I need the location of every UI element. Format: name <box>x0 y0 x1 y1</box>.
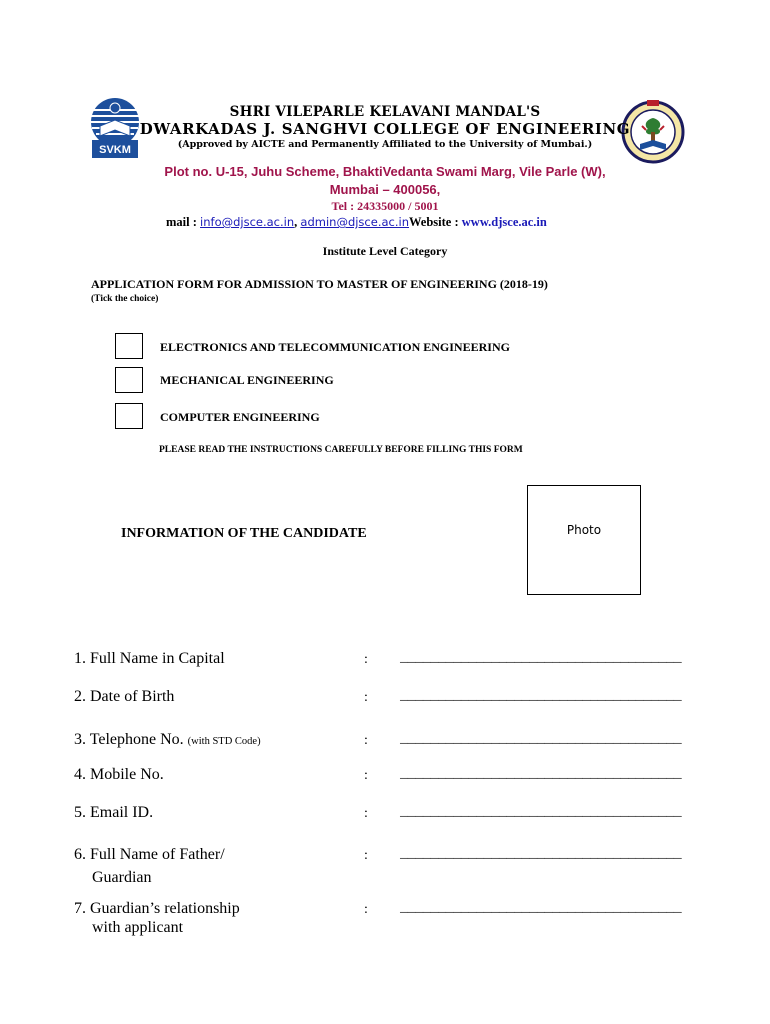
full-name-input[interactable]: _____________________________________ <box>400 651 682 666</box>
field-label-father-name-line2: Guardian <box>92 869 152 886</box>
guardian-relationship-input[interactable]: _____________________________________ <box>400 901 682 916</box>
field-label-guardian-relationship-line2: with applicant <box>92 919 184 936</box>
telephone-line: Tel : 24335000 / 5001 <box>331 199 439 213</box>
checkbox-mechanical[interactable] <box>115 367 143 393</box>
website-link[interactable]: www.djsce.ac.in <box>461 215 547 229</box>
telephone-label: 3. Telephone No. <box>74 731 184 748</box>
field-label-mobile: 4. Mobile No. <box>74 766 164 783</box>
photo-box[interactable] <box>527 485 641 595</box>
father-name-input[interactable]: _____________________________________ <box>400 847 682 862</box>
photo-label: Photo <box>566 523 602 537</box>
address-line-1: Plot no. U-15, Juhu Scheme, BhaktiVedanta Swami Marg, Vile Parle (W), <box>164 164 606 179</box>
option-label-mechanical: MECHANICAL ENGINEERING <box>160 373 334 387</box>
mail-prefix: mail : <box>166 215 201 229</box>
colon: : <box>364 652 368 667</box>
instructions-note: PLEASE READ THE INSTRUCTIONS CAREFULLY BEFORE FILLING THIS FORM <box>159 445 523 455</box>
colon: : <box>364 848 368 863</box>
option-label-extc: ELECTRONICS AND TELECOMMUNICATION ENGINEERING <box>160 340 510 354</box>
colon: : <box>364 902 368 917</box>
field-label-dob: 2. Date of Birth <box>74 688 175 705</box>
institute-level-heading: Institute Level Category <box>322 244 448 258</box>
website-prefix: Website : <box>409 215 462 229</box>
email-link-admin[interactable]: admin@djsce.ac.in <box>300 215 409 229</box>
field-label-father-name: 6. Full Name of Father/ <box>74 846 225 863</box>
field-label-guardian-relationship: 7. Guardian’s relationship <box>74 900 240 917</box>
colon: : <box>364 768 368 783</box>
checkbox-computer[interactable] <box>115 403 143 429</box>
field-label-telephone <box>74 729 261 753</box>
colon: : <box>364 806 368 821</box>
telephone-note: (with STD Code) <box>187 736 261 747</box>
field-label-email: 5. Email ID. <box>74 804 154 821</box>
email-separator: , <box>294 215 301 229</box>
application-title: APPLICATION FORM FOR ADMISSION TO MASTER OF ENGINEERING (2018-19) <box>91 277 548 291</box>
colon: : <box>364 690 368 705</box>
telephone-input[interactable]: _____________________________________ <box>400 732 682 747</box>
email-input[interactable]: _____________________________________ <box>400 805 682 820</box>
dob-input[interactable]: _____________________________________ <box>400 689 682 704</box>
mobile-input[interactable]: _____________________________________ <box>400 767 682 782</box>
affiliation-note: (Approved by AICTE and Permanently Affiliated to the University of Mumbai.) <box>177 139 593 150</box>
option-label-computer: COMPUTER ENGINEERING <box>160 410 320 424</box>
college-name: DWARKADAS J. SANGHVI COLLEGE OF ENGINEERING <box>139 120 631 138</box>
contact-line <box>166 215 547 230</box>
candidate-section-title: INFORMATION OF THE CANDIDATE <box>121 526 367 541</box>
email-link-info[interactable]: info@djsce.ac.in <box>200 215 295 229</box>
field-label-full-name: 1. Full Name in Capital <box>74 650 225 667</box>
tick-note: (Tick the choice) <box>91 294 159 304</box>
trust-name: SHRI VILEPARLE KELAVANI MANDAL'S <box>229 104 541 120</box>
checkbox-extc[interactable] <box>115 333 143 359</box>
svkm-logo-text: SVKM <box>99 144 131 156</box>
address-line-2: Mumbai – 400056, <box>329 182 441 197</box>
colon: : <box>364 733 368 748</box>
